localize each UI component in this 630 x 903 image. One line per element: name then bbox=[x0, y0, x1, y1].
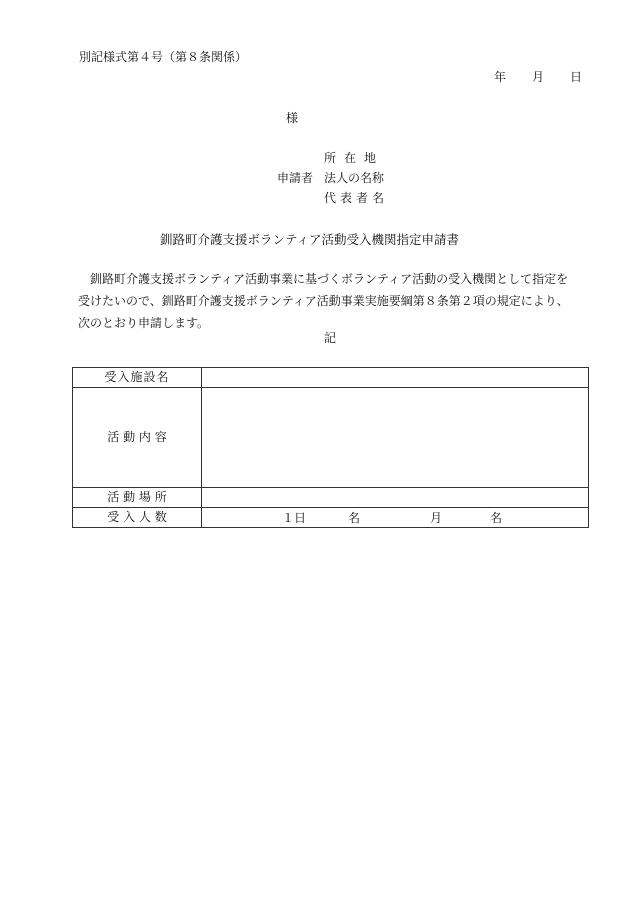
activity-field[interactable] bbox=[202, 388, 589, 488]
count-unit-1: 名 bbox=[348, 511, 361, 525]
count-unit-2: 名 bbox=[490, 511, 503, 525]
applicant-label: 申請者 bbox=[277, 171, 314, 185]
date-year: 年 bbox=[493, 70, 506, 84]
document-title: 釧路町介護支援ボランティア活動受入機関指定申請書 bbox=[160, 232, 460, 247]
ki-marker: 記 bbox=[324, 331, 337, 345]
activity-label: 活 動 内 容 bbox=[73, 388, 202, 488]
applicant-representative-label: 代表者名 bbox=[324, 191, 389, 205]
date-month: 月 bbox=[531, 70, 544, 84]
place-field[interactable] bbox=[202, 488, 589, 508]
date-line bbox=[494, 70, 582, 84]
applicant-corp-name-label: 法人の名称 bbox=[324, 171, 385, 185]
date-day: 日 bbox=[569, 70, 582, 84]
applicant-location-label: 所在地 bbox=[324, 151, 385, 165]
body-line: 受けたいので、釧路町介護支援ボランティア活動事業実施要綱第８条第２項の規定により、 bbox=[78, 294, 569, 308]
table-row bbox=[73, 368, 589, 388]
table-row bbox=[73, 508, 589, 528]
table-row bbox=[73, 388, 589, 488]
form-number: 別記様式第４号（第８条関係） bbox=[79, 50, 248, 64]
table-row bbox=[73, 488, 589, 508]
count-per-day: １日 bbox=[282, 511, 307, 525]
body-line: 次のとおり申請します。 bbox=[78, 316, 210, 330]
count-field[interactable] bbox=[202, 508, 589, 528]
body-paragraph bbox=[78, 268, 588, 334]
application-table bbox=[72, 367, 589, 528]
count-month: 月 bbox=[430, 511, 443, 525]
count-label: 受 入 人 数 bbox=[73, 508, 202, 528]
facility-field[interactable] bbox=[202, 368, 589, 388]
place-label: 活 動 場 所 bbox=[73, 488, 202, 508]
facility-label: 受入施設名 bbox=[73, 368, 202, 388]
body-line: 釧路町介護支援ボランティア活動事業に基づくボランティア活動の受入機関として指定を bbox=[90, 272, 569, 286]
addressee: 様 bbox=[286, 111, 299, 125]
